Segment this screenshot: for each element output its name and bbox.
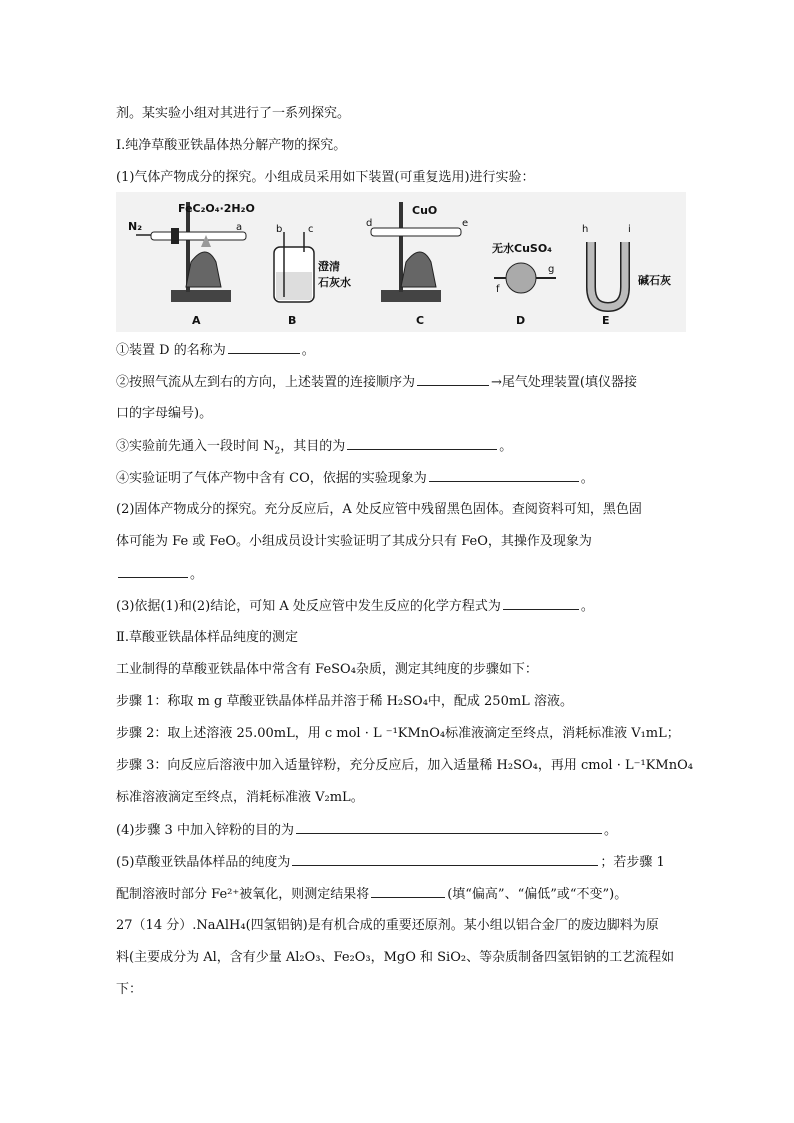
question-5-cont bbox=[116, 884, 627, 905]
q3-text: ③实验前先通入一段时间 N bbox=[116, 439, 275, 454]
step-2: 步骤 2：取上述溶液 25.00mL，用 c mol · L ⁻¹KMnO₄标准液滴定至终点，消耗标准液 V₁mL； bbox=[116, 726, 680, 741]
svg-text:C: C bbox=[416, 314, 425, 327]
answer-blank[interactable] bbox=[503, 596, 579, 610]
p3-text: (3)依据(1)和(2)结论，可知 A 处反应管中发生反应的化学方程式为 bbox=[116, 599, 501, 614]
svg-text:B: B bbox=[288, 314, 297, 327]
question-27-line1: 27（14 分）.NaAlH₄(四氢铝钠)是有机合成的重要还原剂。某小组以铝合金厂的废边脚料为原 bbox=[116, 918, 659, 933]
answer-blank[interactable] bbox=[347, 436, 497, 450]
q3-end: 。 bbox=[499, 439, 513, 454]
question-1-2-cont: 口的字母编号)。 bbox=[116, 406, 213, 421]
answer-blank[interactable] bbox=[118, 564, 188, 578]
p5-text-2: 配制溶液时部分 Fe²⁺被氧化，则测定结果将 bbox=[116, 887, 370, 902]
q3-subscript: 2 bbox=[274, 446, 281, 457]
svg-text:A: A bbox=[192, 314, 201, 327]
answer-blank[interactable] bbox=[417, 372, 489, 386]
question-3 bbox=[116, 596, 594, 617]
q4-end: 。 bbox=[580, 471, 594, 486]
svg-text:碱石灰: 碱石灰 bbox=[638, 274, 671, 287]
svg-text:CuO: CuO bbox=[412, 204, 438, 217]
question-2-line1: (2)固体产物成分的探究。充分反应后，A 处反应管中残留黑色固体。查阅资料可知，黑色固 bbox=[116, 502, 642, 517]
svg-text:澄清: 澄清 bbox=[318, 260, 340, 273]
answer-blank[interactable] bbox=[429, 468, 579, 482]
q2-text: ②按照气流从左到右的方向，上述装置的连接顺序为 bbox=[116, 375, 416, 390]
svg-text:石灰水: 石灰水 bbox=[318, 276, 351, 289]
p3-end: 。 bbox=[580, 599, 594, 614]
text-line: 剂。某实验小组对其进行了一系列探究。 bbox=[116, 106, 351, 121]
question-2-line3 bbox=[116, 564, 203, 585]
q1-end: 。 bbox=[301, 343, 315, 358]
step-1: 步骤 1：称取 m g 草酸亚铁晶体样品并溶于稀 H₂SO₄中，配成 250mL 溶液。 bbox=[116, 694, 573, 709]
answer-blank[interactable] bbox=[296, 820, 602, 834]
q2-text-tail: →尾气处理装置(填仪器接 bbox=[491, 375, 637, 390]
p4-end: 。 bbox=[603, 823, 617, 838]
section-heading-2: Ⅱ.草酸亚铁晶体样品纯度的测定 bbox=[116, 630, 298, 645]
svg-text:无水CuSO₄: 无水CuSO₄ bbox=[492, 242, 552, 255]
svg-text:d: d bbox=[366, 218, 373, 229]
svg-text:b: b bbox=[276, 224, 283, 235]
answer-blank[interactable] bbox=[228, 340, 300, 354]
step-3-cont: 标准溶液滴定至终点，消耗标准液 V₂mL。 bbox=[116, 790, 364, 805]
svg-text:i: i bbox=[628, 224, 631, 235]
q3-text-mid: ，其目的为 bbox=[280, 439, 346, 454]
question-27-line3: 下： bbox=[116, 982, 143, 997]
svg-text:g: g bbox=[548, 264, 555, 275]
intro-text: 工业制得的草酸亚铁晶体中常含有 FeSO₄杂质，测定其纯度的步骤如下： bbox=[116, 662, 538, 677]
svg-text:h: h bbox=[582, 224, 589, 235]
p5-text-3: (填“偏高”、“偏低”或“不变”)。 bbox=[447, 887, 628, 902]
question-5 bbox=[116, 852, 665, 873]
q4-text: ④实验证明了气体产物中含有 CO，依据的实验现象为 bbox=[116, 471, 427, 486]
question-1-intro: (1)气体产物成分的探究。小组成员采用如下装置(可重复选用)进行实验： bbox=[116, 170, 535, 185]
p5-text-tail: ；若步骤 1 bbox=[600, 855, 665, 870]
question-2-line2: 体可能为 Fe 或 FeO。小组成员设计实验证明了其成分只有 FeO，其操作及现象为 bbox=[116, 534, 592, 549]
svg-text:a: a bbox=[236, 222, 243, 233]
svg-text:E: E bbox=[602, 314, 610, 327]
question-27-line2: 料(主要成分为 Al，含有少量 Al₂O₃、Fe₂O₃，MgO 和 SiO₂、等杂质制备四氢铝钠的工艺流程如 bbox=[116, 950, 675, 965]
step-3: 步骤 3：向反应后溶液中加入适量锌粉，充分反应后，加入适量稀 H₂SO₄，再用 cmol · L⁻¹KMnO₄ bbox=[116, 758, 693, 773]
p2-end: 。 bbox=[190, 567, 204, 582]
svg-text:c: c bbox=[308, 224, 314, 235]
question-1-4 bbox=[116, 468, 594, 489]
answer-blank[interactable] bbox=[292, 852, 598, 866]
svg-text:e: e bbox=[462, 218, 469, 229]
apparatus-diagram bbox=[116, 192, 686, 332]
question-1-3 bbox=[116, 436, 512, 457]
q1-text: ①装置 D 的名称为 bbox=[116, 343, 226, 358]
question-1-2 bbox=[116, 372, 637, 393]
section-heading-1: I.纯净草酸亚铁晶体热分解产物的探究。 bbox=[116, 138, 347, 153]
p5-text: (5)草酸亚铁晶体样品的纯度为 bbox=[116, 855, 291, 870]
p4-text: (4)步骤 3 中加入锌粉的目的为 bbox=[116, 823, 294, 838]
question-1-1 bbox=[116, 340, 315, 361]
svg-text:N₂: N₂ bbox=[128, 220, 143, 233]
svg-text:f: f bbox=[496, 284, 500, 295]
svg-text:FeC₂O₄·2H₂O: FeC₂O₄·2H₂O bbox=[178, 202, 255, 215]
answer-blank[interactable] bbox=[371, 884, 445, 898]
apparatus-figure bbox=[116, 192, 686, 332]
question-4 bbox=[116, 820, 617, 841]
svg-text:D: D bbox=[516, 314, 526, 327]
